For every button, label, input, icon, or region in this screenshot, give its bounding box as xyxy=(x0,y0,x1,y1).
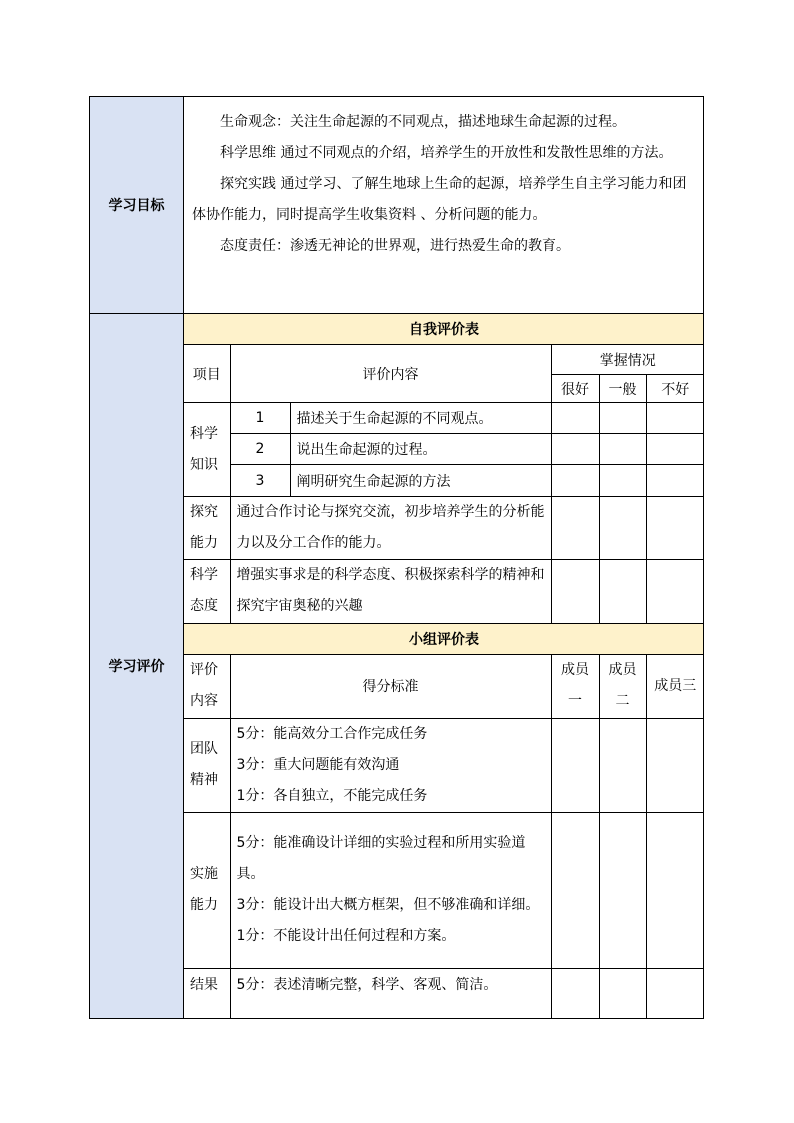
objective-item: 生命观念：关注生命起源的不同观点，描述地球生命起源的过程。 xyxy=(220,114,626,130)
group-col-content: 评价内容 xyxy=(184,654,230,718)
rating-cell[interactable] xyxy=(599,403,646,434)
rating-cell[interactable] xyxy=(551,497,599,560)
lesson-plan-table xyxy=(89,96,704,1019)
rating-cell[interactable] xyxy=(599,497,646,560)
knowledge-num: 3 xyxy=(230,465,290,497)
rating-cell[interactable] xyxy=(551,465,599,497)
evaluation-content xyxy=(184,314,704,1019)
objective-item: 探究实践 通过学习、了解生地球上生命的起源，培养学生自主学习能力和团体协作能力，同时提高学生收集资料 、分析问题的能力。 xyxy=(192,176,687,223)
member-header: 成员一 xyxy=(551,654,599,718)
score-cell[interactable] xyxy=(599,812,646,968)
knowledge-num: 2 xyxy=(230,434,290,465)
knowledge-text: 描述关于生命起源的不同观点。 xyxy=(290,403,551,434)
objectives-label: 学习目标 xyxy=(90,97,184,314)
score-cell[interactable] xyxy=(551,812,599,968)
inquiry-text: 通过合作讨论与探究交流，初步培养学生的分析能力以及分工合作的能力。 xyxy=(230,497,551,560)
level-average: 一般 xyxy=(599,375,646,403)
criteria-line: 5分：表述清晰完整，科学、客观、简洁。 xyxy=(236,976,498,993)
attitude-label: 科学态度 xyxy=(184,560,230,623)
score-cell[interactable] xyxy=(599,718,646,812)
rating-cell[interactable] xyxy=(551,560,599,623)
knowledge-text: 阐明研究生命起源的方法 xyxy=(290,465,551,497)
objectives-content xyxy=(184,97,704,314)
knowledge-text: 说出生命起源的过程。 xyxy=(290,434,551,465)
member-header: 成员三 xyxy=(646,654,704,718)
result-label: 结果 xyxy=(184,968,230,1018)
self-evaluation-table xyxy=(184,314,704,623)
score-cell[interactable] xyxy=(551,968,599,1018)
score-cell[interactable] xyxy=(646,812,704,968)
rating-cell[interactable] xyxy=(646,465,704,497)
group-eval-title: 小组评价表 xyxy=(184,623,704,654)
rating-cell[interactable] xyxy=(646,560,704,623)
self-eval-title: 自我评价表 xyxy=(184,314,704,345)
result-criteria xyxy=(230,968,551,1018)
col-content-header: 评价内容 xyxy=(230,345,551,403)
criteria-line: 1分：各自独立，不能完成任务 xyxy=(236,787,428,804)
level-poor: 不好 xyxy=(646,375,704,403)
rating-cell[interactable] xyxy=(599,465,646,497)
criteria-line: 3分：重大问题能有效沟通 xyxy=(236,756,400,773)
objective-item: 态度责任：渗透无神论的世界观，进行热爱生命的教育。 xyxy=(220,238,570,254)
score-cell[interactable] xyxy=(646,718,704,812)
implementation-criteria xyxy=(230,812,551,968)
rating-cell[interactable] xyxy=(599,560,646,623)
criteria-line: 5分：能准确设计详细的实验过程和所用实验道具。 xyxy=(236,835,526,882)
score-cell[interactable] xyxy=(551,718,599,812)
teamwork-criteria xyxy=(230,718,551,812)
rating-cell[interactable] xyxy=(551,434,599,465)
col-item-header: 项目 xyxy=(184,345,230,403)
group-evaluation-table xyxy=(184,623,704,1019)
knowledge-label: 科学知识 xyxy=(184,403,230,497)
criteria-line: 1分：不能设计出任何过程和方案。 xyxy=(236,928,456,944)
col-mastery-header: 掌握情况 xyxy=(551,345,704,375)
rating-cell[interactable] xyxy=(646,497,704,560)
criteria-line: 5分：能高效分工合作完成任务 xyxy=(236,725,428,742)
criteria-line: 3分：能设计出大概方框架，但不够准确和详细。 xyxy=(236,897,540,913)
level-very-good: 很好 xyxy=(551,375,599,403)
member-header: 成员二 xyxy=(599,654,646,718)
rating-cell[interactable] xyxy=(599,434,646,465)
rating-cell[interactable] xyxy=(646,434,704,465)
evaluation-label: 学习评价 xyxy=(90,314,184,1019)
rating-cell[interactable] xyxy=(646,403,704,434)
objective-item: 科学思维 通过不同观点的介绍，培养学生的开放性和发散性思维的方法。 xyxy=(220,145,673,161)
implementation-label: 实施能力 xyxy=(184,812,230,968)
rating-cell[interactable] xyxy=(551,403,599,434)
score-cell[interactable] xyxy=(599,968,646,1018)
teamwork-label: 团队精神 xyxy=(184,718,230,812)
group-col-criteria: 得分标准 xyxy=(230,654,551,718)
score-cell[interactable] xyxy=(646,968,704,1018)
inquiry-label: 探究能力 xyxy=(184,497,230,560)
knowledge-num: 1 xyxy=(230,403,290,434)
attitude-text: 增强实事求是的科学态度、积极探索科学的精神和探究宇宙奥秘的兴趣 xyxy=(230,560,551,623)
